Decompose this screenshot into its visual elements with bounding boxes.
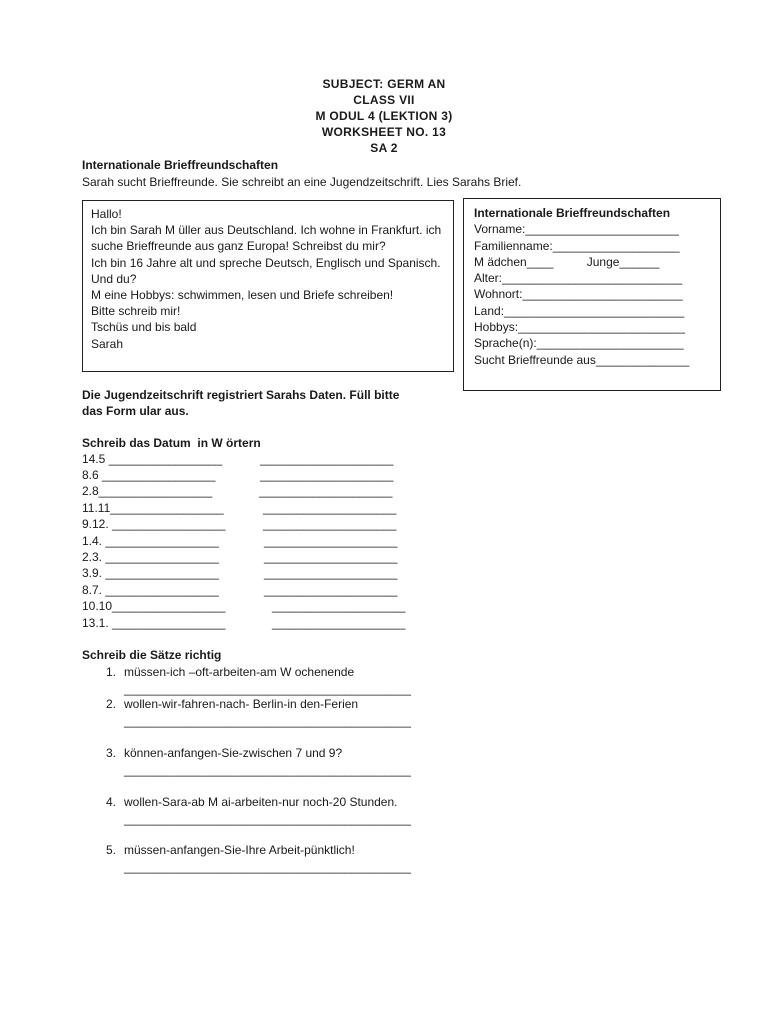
date-prompt[interactable]: 2.8_________________ (82, 484, 213, 498)
sentence-answer-line[interactable]: ___________________________________________ (124, 763, 411, 777)
class-line: CLASS VII (353, 93, 415, 107)
date-prompt[interactable]: 13.1. _________________ (82, 616, 226, 630)
sentence-answer-line[interactable]: ___________________________________________ (124, 812, 411, 826)
date-answer-line[interactable]: ____________________ (272, 599, 406, 613)
sentence-number: 4. (105, 795, 116, 809)
form-field-geschlecht[interactable]: M ädchen____ Junge______ (474, 254, 660, 269)
sentence-number: 5. (105, 843, 116, 857)
sentence-number: 2. (105, 697, 116, 711)
letter-line: Bitte schreib mir! (91, 304, 181, 319)
sarah-letter-box (82, 200, 454, 372)
form-field-alter[interactable]: Alter:___________________________ (474, 271, 683, 286)
date-prompt[interactable]: 10.10_________________ (82, 599, 226, 613)
letter-line: Ich bin 16 Jahre alt und spreche Deutsch, Englisch und Spanisch. (91, 255, 441, 270)
date-answer-line[interactable]: ____________________ (263, 517, 397, 531)
form-field-vorname[interactable]: Vorname:_______________________ (474, 222, 679, 237)
sentence-answer-line[interactable]: ___________________________________________ (124, 860, 411, 874)
form-field-hobbys[interactable]: Hobbys:_________________________ (474, 320, 685, 335)
date-prompt[interactable]: 8.7. _________________ (82, 583, 219, 597)
form-field-brieffreunde[interactable]: Sucht Brieffreunde aus______________ (474, 352, 690, 367)
worksheet-number: WORKSHEET NO. 13 (321, 125, 447, 139)
date-answer-line[interactable]: ____________________ (264, 583, 398, 597)
form-title: Internationale Brieffreundschaften (474, 206, 671, 220)
form-field-land[interactable]: Land:___________________________ (474, 303, 685, 318)
date-answer-line[interactable]: ____________________ (260, 452, 394, 466)
dates-title: Schreib das Datum in W örtern (82, 436, 261, 450)
form-field-wohnort[interactable]: Wohnort:________________________ (474, 287, 683, 302)
date-prompt[interactable]: 11.11_________________ (82, 501, 224, 515)
date-prompt[interactable]: 14.5 _________________ (82, 452, 223, 466)
date-answer-line[interactable]: ____________________ (259, 484, 393, 498)
letter-line: Und du? (91, 271, 137, 286)
sentence-prompt: müssen-ich –oft-arbeiten-am W ochenende (124, 665, 355, 679)
sentence-prompt: wollen-Sara-ab M ai-arbeiten-nur noch-20 Stunden. (124, 795, 398, 809)
form-field-sprachen[interactable]: Sprache(n):______________________ (474, 336, 684, 351)
intro-text: Sarah sucht Brieffreunde. Sie schreibt an eine Jugendzeitschrift. Lies Sarahs Brief. (82, 175, 522, 189)
sentence-prompt: können-anfangen-Sie-zwischen 7 und 9? (124, 746, 343, 760)
sentence-prompt: wollen-wir-fahren-nach- Berlin-in den-Ferien (124, 697, 359, 711)
letter-line: Ich bin Sarah M üller aus Deutschland. Ich wohne in Frankfurt. ich (91, 223, 442, 238)
date-prompt[interactable]: 9.12. _________________ (82, 517, 226, 531)
instruction-line-2: das Form ular aus. (82, 404, 189, 418)
intro-title: Internationale Brieffreundschaften (82, 158, 279, 172)
letter-line: Sarah (91, 336, 124, 351)
sentence-prompt: müssen-anfangen-Sie-Ihre Arbeit-pünktlich! (124, 843, 355, 857)
date-prompt[interactable]: 8.6 _________________ (82, 468, 216, 482)
date-answer-line[interactable]: ____________________ (272, 616, 406, 630)
date-prompt[interactable]: 3.9. _________________ (82, 566, 219, 580)
subject-line: SUBJECT: GERM AN (322, 77, 446, 91)
sa-line: SA 2 (370, 141, 398, 155)
date-answer-line[interactable]: ____________________ (260, 468, 394, 482)
sentence-number: 1. (105, 665, 116, 679)
date-prompt[interactable]: 1.4. _________________ (82, 534, 219, 548)
modul-line: M ODUL 4 (LEKTION 3) (315, 109, 453, 123)
date-answer-line[interactable]: ____________________ (263, 501, 397, 515)
worksheet-header (0, 76, 768, 156)
sentence-number: 3. (105, 746, 116, 760)
letter-line: Hallo! (91, 207, 122, 221)
date-answer-line[interactable]: ____________________ (264, 534, 398, 548)
instruction-line-1: Die Jugendzeitschrift registriert Sarahs Daten. Füll bitte (82, 388, 400, 402)
letter-line: M eine Hobbys: schwimmen, lesen und Briefe schreiben! (91, 288, 394, 303)
sentence-answer-line[interactable]: ___________________________________________ (124, 682, 411, 696)
date-prompt[interactable]: 2.3. _________________ (82, 550, 219, 564)
sentences-title: Schreib die Sätze richtig (82, 648, 222, 662)
sentence-answer-line[interactable]: ___________________________________________ (124, 714, 411, 728)
form-field-familienname[interactable]: Familienname:___________________ (474, 238, 680, 253)
registration-form-box (463, 198, 721, 391)
date-answer-line[interactable]: ____________________ (264, 550, 398, 564)
letter-line: Tschüs und bis bald (91, 320, 197, 335)
letter-line: suche Brieffreunde aus ganz Europa! Schreibst du mir? (91, 239, 386, 254)
date-answer-line[interactable]: ____________________ (264, 566, 398, 580)
